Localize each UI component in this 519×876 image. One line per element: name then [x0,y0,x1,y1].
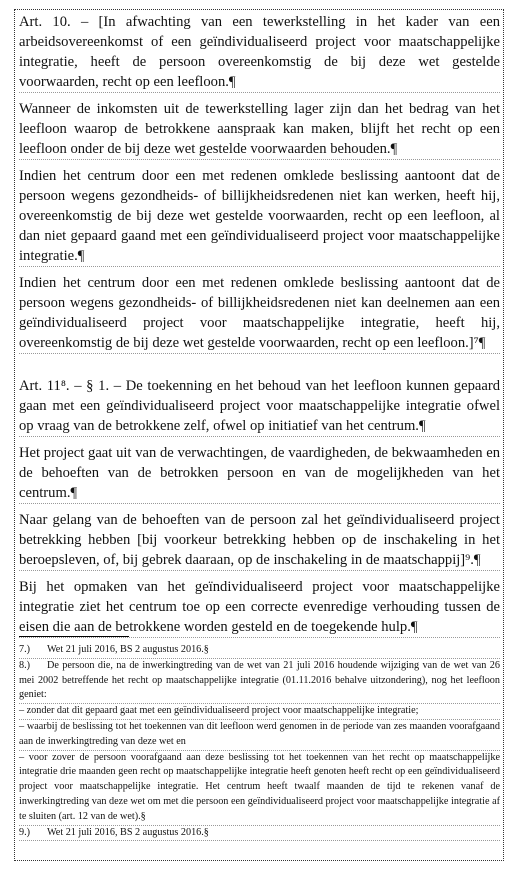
article-11-paragraph-3: Naar gelang van de behoeften van de persoon zal het geïndividualiseerd project betrekking hebben [bij voorkeur betrekking hebben op de inschakeling in het beroepsleven, of, bij gebrek daaraan, op de inschakeling in de maatschappij]⁹.¶ [19,510,500,571]
footnote-text: Wet 21 juli 2016, BS 2 augustus 2016.§ [47,644,209,655]
article-11-paragraph-1: Art. 11⁸. – § 1. – De toekenning en het behoud van het leefloon kunnen gepaard gaan met een geïndividualiseerd project voor maatschappelijke integratie ofwel op vraag van de betrokkene zelf, ofwel op initiatief van het centrum.¶ [19,376,500,437]
footnotes [19,636,500,841]
footnote-7 [19,643,500,659]
article-11-paragraph-2: Het project gaat uit van de verwachtingen, de vaardigheden, de bekwaamheden en de behoeften van de betrokken persoon en van de mogelijkheden van het centrum.¶ [19,443,500,504]
footnote-number: 7.) [19,644,31,655]
footnote-text: De persoon die, na de inwerkingtreding van de wet van 21 juli 2016 houdende wijziging van de wet van 26 mei 2002 betreffende het recht op maatschappelijke integratie (01.11.2016 behalve uitzondering), nog het leefloon geniet: [19,659,500,701]
footnote-separator [19,636,129,637]
article-10-paragraph-3: Indien het centrum door een met redenen omklede beslissing aantoont dat de persoon wegens gezondheids- of billijkheidsredenen niet kan werken, heeft hij, overeenkomstig de bij deze wet gestelde voorwaarden, recht op een leefloon, al dan niet gepaard gaand met een geïndividualiseerd project voor maatschappelijke integratie.¶ [19,166,500,267]
article-10-paragraph-4: Indien het centrum door een met redenen omklede beslissing aantoont dat de persoon wegens gezondheids- of billijkheidsredenen niet kan deelnemen aan een geïndividualiseerd project voor maatschappelijke integratie, heeft hij, overeenkomstig de bij deze wet gestelde voorwaarden, recht op een leefloon.]⁷¶ [19,273,500,354]
footnote-8 [19,659,500,704]
section-gap [19,360,500,376]
article-10-paragraph-2: Wanneer de inkomsten uit de tewerkstelling lager zijn dan het bedrag van het leefloon waarop de betrokkene aanspraak kan maken, blijft het recht op een leefloon onder de bij deze wet gestelde voorwaarden behouden.¶ [19,99,500,160]
footnote-text: Wet 21 juli 2016, BS 2 augustus 2016.§ [47,826,209,838]
footnote-8-item-1: – zonder dat dit gepaard gaat met een geïndividualiseerd project voor maatschappelijke integratie; [19,704,500,720]
document-body [19,12,500,644]
footnote-number: 9.) [19,826,31,838]
article-10-paragraph-1: Art. 10. – [In afwachting van een tewerkstelling in het kader van een arbeidsovereenkomst of een geïndividualiseerd project voor maatschappelijke integratie, heeft de persoon overeenkomstig de bij deze wet gestelde voorwaarden, recht op een leefloon.¶ [19,12,500,93]
footnote-8-item-3: – voor zover de persoon voorafgaand aan deze beslissing tot het toekennen van het recht op maatschappelijke integratie drie maanden geen recht op maatschappelijke integratie heeft genoten heeft recht op een geïndividualiseerd project voor maatschappelijke integratie. Het centrum heeft twaalf maanden de tijd te rekenen vanaf de inwerkingtreding van deze wet om met die persoon een geïndividualiseerd project voor maatschappelijke integratie af te sluiten (art. 12 van de wet).§ [19,751,500,826]
footnote-9 [19,826,500,842]
footnote-number: 8.) [19,659,31,671]
article-11-paragraph-4: Bij het opmaken van het geïndividualiseerd project voor maatschappelijke integratie ziet het centrum toe op een correcte evenredige verhouding tussen de eisen die aan de betrokkene worden gesteld en de toegekende hulp.¶ [19,577,500,638]
footnote-8-item-2: – waarbij de beslissing tot het toekennen van dit leefloon werd genomen in de periode van zes maanden voorafgaand aan de inwerkingtreding van deze wet en [19,720,500,751]
